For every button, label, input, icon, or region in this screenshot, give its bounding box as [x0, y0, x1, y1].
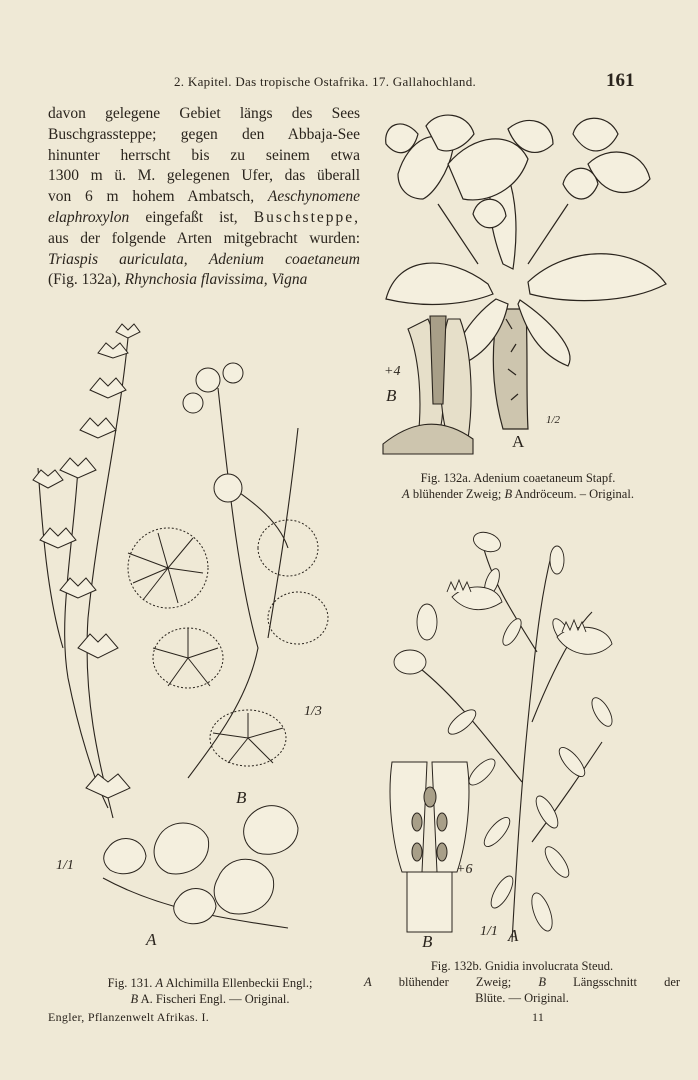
text-segment: (Fig. 132a), [48, 271, 121, 289]
caption-letter: B [538, 975, 546, 989]
text-segment: eingefaßt ist, [145, 208, 238, 226]
caption-text: Andröceum. – Original. [514, 487, 634, 501]
scale-label-left: 1/1 [56, 858, 74, 873]
caption-line: Blüte. — Original. [475, 991, 569, 1005]
figure-132a [378, 104, 678, 460]
caption-text: Fig. 131. [107, 976, 153, 990]
taxon-name: Rhynchosia flavissima, [124, 271, 268, 289]
text-line [48, 270, 360, 291]
taxon-name: Triaspis auriculata, [48, 250, 188, 268]
caption-line: Fig. 132b. Gnidia involucrata Steud. [430, 959, 614, 973]
text-line: 1300 m ü. M. gelegenen Ufer, das überall [48, 167, 360, 185]
caption-line [60, 975, 360, 991]
scale-label-B: +4 [384, 364, 401, 379]
figure-label-A: A [508, 926, 519, 945]
text-segment: von 6 m hohem Ambatsch, [48, 188, 255, 206]
text-line [48, 250, 360, 271]
caption-131 [60, 975, 360, 1007]
figure-label-B: B [386, 386, 397, 405]
text-line: Buschgrassteppe; gegen den Abbaja-See [48, 125, 360, 143]
text-line: hinunter herrscht bis zu seinem etwa [48, 146, 360, 164]
figure-label-A: A [512, 432, 525, 451]
figure-132b [372, 522, 682, 952]
taxon-name: Vigna [271, 271, 308, 289]
scale-label-A: 1/1 [480, 924, 498, 939]
spaced-term: Buschsteppe, [253, 208, 361, 226]
text-line: davon gelegene Gebiet längs des Sees [48, 105, 360, 122]
text-line [48, 187, 360, 208]
caption-letter: A [402, 487, 410, 501]
scale-label-A: 1/2 [546, 414, 561, 426]
body-paragraph [48, 104, 360, 291]
running-head: 2. Kapitel. Das tropische Ostafrika. 17. Gallahochland. [174, 74, 477, 89]
figure-label-A: A [146, 930, 157, 949]
figure-label-B: B [236, 788, 247, 807]
signature-mark: 11 [532, 1010, 545, 1024]
text-line [48, 208, 360, 229]
taxon-name: Aeschynomene [267, 188, 360, 206]
caption-letter: A [364, 975, 372, 989]
gnidia-illustration [372, 522, 682, 952]
caption-text: Längsschnitt der [573, 975, 681, 989]
adenium-illustration [378, 104, 678, 460]
taxon-name: elaphroxylon [48, 208, 130, 226]
footer-imprint: Engler, Pflanzenwelt Afrikas. I. [48, 1010, 210, 1024]
caption-132b [364, 958, 680, 1006]
page-footer [48, 1010, 648, 1025]
scale-label-right: 1/3 [304, 704, 322, 719]
caption-text: A. Fischeri Engl. — Original. [140, 992, 290, 1006]
caption-132a [368, 470, 668, 502]
caption-letter: B [130, 992, 139, 1006]
caption-text: Alchimilla Ellenbeckii Engl.; [165, 976, 313, 990]
taxon-name: Adenium coaetaneum [208, 250, 360, 268]
figure-label-B: B [422, 932, 433, 951]
caption-letter: A [155, 976, 164, 990]
caption-line: Fig. 132a. Adenium coaetaneum Stapf. [420, 471, 616, 485]
caption-text: blühender Zweig; [398, 975, 512, 989]
scale-label-B: +6 [456, 862, 473, 877]
caption-letter: B [504, 487, 513, 501]
caption-line [60, 991, 360, 1007]
text-line: aus der folgende Arten mitgebracht wurden: [48, 229, 360, 247]
caption-line [368, 486, 668, 502]
caption-line [364, 974, 680, 990]
page-number: 161 [606, 70, 635, 91]
caption-text: blühender Zweig; [412, 487, 502, 501]
figure-131 [18, 318, 363, 963]
